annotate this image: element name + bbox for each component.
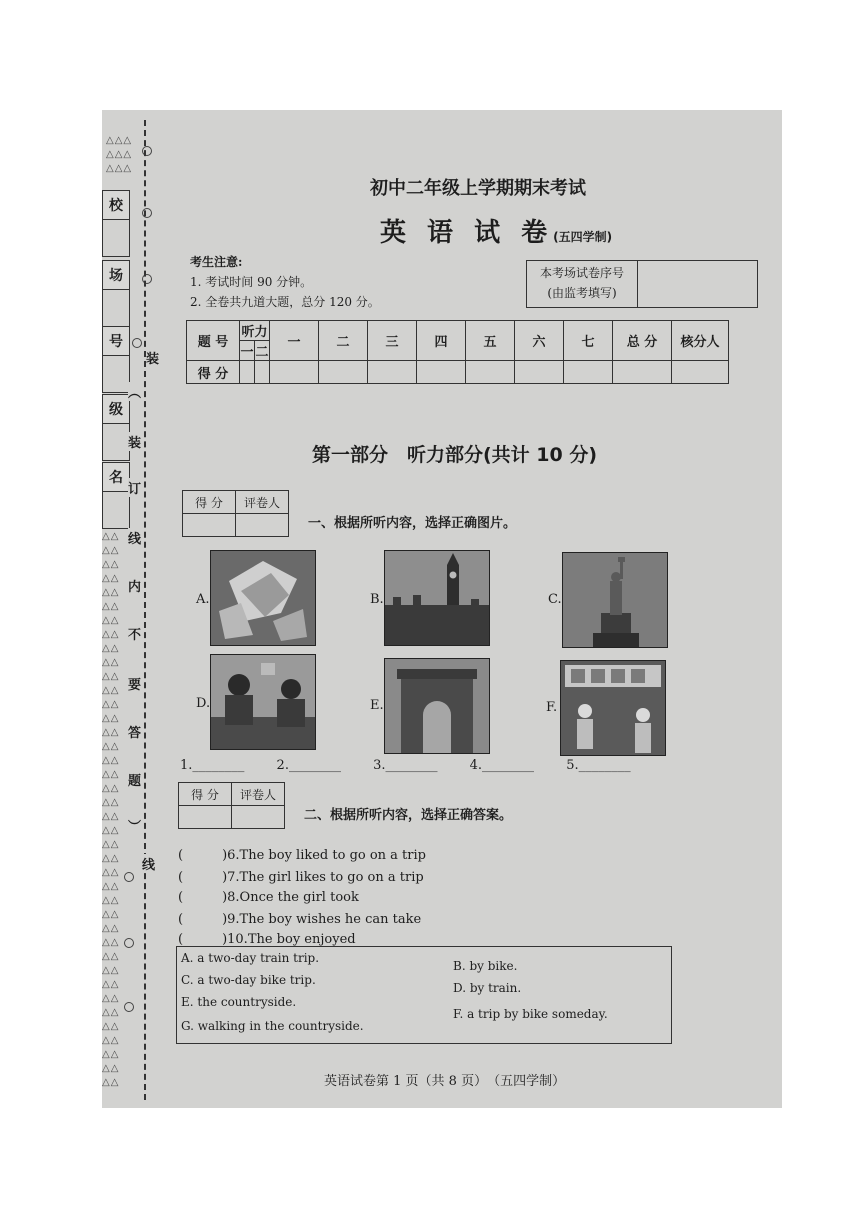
score-table-header: 总 分 — [613, 321, 672, 361]
answer-blank[interactable]: 3.________ — [373, 758, 438, 773]
exam-notes — [190, 252, 380, 312]
binding-text: ︶ — [128, 816, 141, 835]
score-table-header: 三 — [368, 321, 417, 361]
score-row-label: 得 分 — [187, 361, 240, 384]
picture-big-ben — [384, 550, 490, 646]
binding-text: 线 — [142, 854, 155, 873]
binding-margin — [102, 110, 160, 1108]
answer-blank[interactable]: 4.________ — [469, 758, 535, 773]
score-cell[interactable] — [255, 361, 270, 384]
class-field-label: 级 — [102, 394, 130, 424]
binding-text: 订 — [128, 478, 141, 497]
serial-label-line1: 本考场试卷序号 — [539, 266, 624, 280]
serial-number-field[interactable] — [638, 261, 757, 307]
picture-arc-de-triomphe — [384, 658, 490, 754]
binding-text: 装 — [146, 348, 159, 367]
picture-label: D. — [196, 696, 211, 711]
question-item[interactable]: ( )8.Once the girl took — [178, 890, 359, 905]
school-field-label: 校 — [102, 190, 130, 220]
score-cell[interactable] — [613, 361, 672, 384]
answer-blank[interactable]: 5.________ — [566, 758, 631, 773]
grader-score-label: 得 分 — [183, 491, 236, 514]
class-field — [102, 422, 130, 461]
picture-label: B. — [370, 592, 384, 607]
answer-blank[interactable]: 1.________ — [180, 758, 245, 773]
part-title: 第一部分 听力部分(共计 10 分) — [312, 444, 598, 466]
grader-score-label: 得 分 — [179, 783, 232, 806]
score-table — [186, 320, 729, 384]
section-title: 二、根据所听内容，选择正确答案。 — [304, 808, 513, 823]
grader-score-cell[interactable] — [183, 514, 236, 537]
score-cell[interactable] — [270, 361, 319, 384]
option-e: E. the countryside. — [181, 995, 297, 1009]
number-field — [102, 354, 130, 393]
answer-blanks — [180, 758, 659, 773]
option-f: F. a trip by bike someday. — [453, 1007, 608, 1021]
score-table-header: 五 — [466, 321, 515, 361]
picture-restaurant — [560, 660, 666, 756]
score-table-header: 题 号 — [187, 321, 240, 361]
score-cell[interactable] — [564, 361, 613, 384]
score-cell[interactable] — [319, 361, 368, 384]
options-box — [176, 946, 672, 1044]
notes-item: 1. 考试时间 90 分钟。 — [190, 275, 313, 289]
serial-label-line2: (由监考填写) — [547, 286, 617, 300]
subject-title-note: (五四学制) — [553, 230, 613, 244]
grader-reviewer-label: 评卷人 — [232, 783, 285, 806]
triangle-marks-mid: △△ △△ △△ △△ △△ △△ △△ △△ △△ △△ △△ △△ △△ △△ △△ △△ △△ △△ △△ △△ △△ △△ △△ △△ △△ △△ △△ △△ △△ △△ △△ △△ △△ △△ △△ △△ △△ △△ △△ △△ — [102, 531, 120, 1088]
section-title: 一、根据所听内容，选择正确图片。 — [308, 516, 517, 531]
grader-score-cell[interactable] — [179, 806, 232, 829]
score-table-header: 一 — [270, 321, 319, 361]
grader-reviewer-cell[interactable] — [232, 806, 285, 829]
picture-statue-of-liberty — [562, 552, 668, 648]
grader-reviewer-cell[interactable] — [236, 514, 289, 537]
binding-text: 装 — [128, 432, 141, 451]
question-item[interactable]: ( )6.The boy liked to go on a trip — [178, 848, 426, 863]
binding-hole — [132, 338, 142, 348]
room-field — [102, 288, 130, 327]
score-table-subheader: 二 — [255, 341, 270, 361]
page-footer: 英语试卷第 1 页（共 8 页） （五四学制） — [324, 1074, 566, 1089]
triangle-marks-top: △△△ △△△ △△△ — [106, 135, 133, 174]
binding-text: ︵ — [128, 382, 141, 401]
answer-blank[interactable]: 2.________ — [276, 758, 341, 773]
number-field-label: 号 — [102, 326, 130, 356]
room-field-label: 场 — [102, 260, 130, 290]
question-item[interactable]: ( )9.The boy wishes he can take — [178, 912, 422, 927]
grader-box — [182, 490, 289, 537]
exam-subject-title — [380, 212, 612, 249]
score-table-header: 听力 — [240, 321, 270, 341]
picture-label: F. — [546, 700, 558, 715]
score-table-header: 四 — [417, 321, 466, 361]
option-d: D. by train. — [453, 981, 522, 995]
score-cell[interactable] — [672, 361, 729, 384]
binding-cut-line — [144, 120, 146, 1100]
option-c: C. a two-day bike trip. — [181, 973, 316, 987]
exam-title: 初中二年级上学期期末考试 — [370, 178, 586, 199]
binding-text: 内 — [128, 576, 141, 595]
subject-title-text: 英 语 试 卷 — [380, 218, 554, 248]
name-field — [102, 490, 130, 529]
option-g: G. walking in the countryside. — [181, 1019, 364, 1033]
score-table-subheader: 一 — [240, 341, 255, 361]
serial-number-label — [527, 261, 638, 307]
question-item[interactable]: ( )10.The boy enjoyed — [178, 932, 356, 947]
option-a: A. a two-day train trip. — [181, 951, 320, 965]
score-cell[interactable] — [240, 361, 255, 384]
binding-hole — [124, 938, 134, 948]
binding-text: 答 — [128, 722, 141, 741]
picture-label: A. — [196, 592, 210, 607]
binding-text: 不 — [128, 624, 141, 643]
score-table-header: 六 — [515, 321, 564, 361]
binding-hole — [124, 1002, 134, 1012]
name-field-label: 名 — [102, 462, 130, 492]
grader-reviewer-label: 评卷人 — [236, 491, 289, 514]
binding-text: 题 — [128, 770, 141, 789]
notes-heading: 考生注意: — [190, 255, 243, 269]
picture-label: E. — [370, 698, 384, 713]
serial-number-box — [526, 260, 758, 308]
score-cell[interactable] — [466, 361, 515, 384]
picture-label: C. — [548, 592, 562, 607]
picture-conversation — [210, 654, 316, 750]
binding-text: 要 — [128, 674, 141, 693]
picture-origami — [210, 550, 316, 646]
binding-hole — [124, 872, 134, 882]
score-table-header: 七 — [564, 321, 613, 361]
option-b: B. by bike. — [453, 959, 518, 973]
school-field — [102, 218, 130, 257]
notes-item: 2. 全卷共九道大题，总分 120 分。 — [190, 295, 380, 309]
scanned-page — [102, 110, 782, 1108]
grader-box — [178, 782, 285, 829]
score-table-header: 核分人 — [672, 321, 729, 361]
question-item[interactable]: ( )7.The girl likes to go on a trip — [178, 870, 424, 885]
score-cell[interactable] — [417, 361, 466, 384]
binding-text: 线 — [128, 528, 141, 547]
score-table-header: 二 — [319, 321, 368, 361]
score-cell[interactable] — [515, 361, 564, 384]
score-cell[interactable] — [368, 361, 417, 384]
